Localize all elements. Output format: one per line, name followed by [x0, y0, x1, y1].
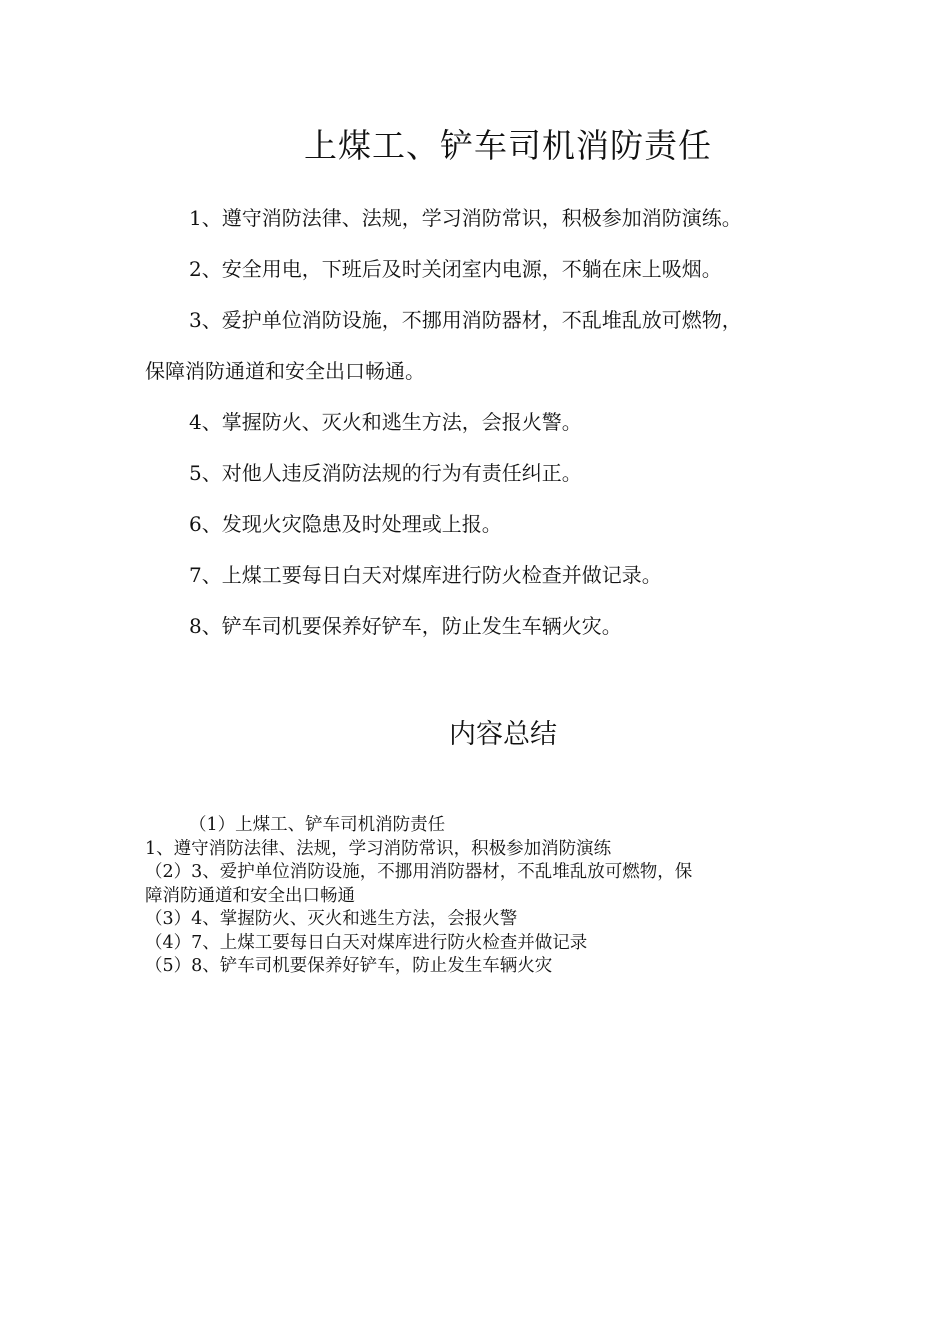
summary-line: 1、遵守消防法律、法规，学习消防常识，积极参加消防演练: [145, 838, 612, 859]
summary-line: （1）上煤工、铲车司机消防责任: [189, 815, 446, 835]
paragraph-3-continued: 保障消防通道和安全出口畅通。: [145, 359, 425, 383]
summary-line: （2）3、爱护单位消防设施，不挪用消防器材，不乱堆乱放可燃物，保: [145, 862, 693, 882]
document-body: [145, 193, 805, 652]
paragraph-4: 4、掌握防火、灭火和逃生方法，会报火警。: [189, 410, 582, 434]
summary-title: 内容总结: [449, 719, 557, 750]
paragraph-1: 1、遵守消防法律、法规，学习消防常识，积极参加消防演练。: [189, 206, 742, 230]
paragraph-2: 2、安全用电，下班后及时关闭室内电源，不躺在床上吸烟。: [189, 257, 722, 281]
paragraph-8: 8、铲车司机要保养好铲车，防止发生车辆火灾。: [189, 614, 622, 638]
summary-line: 障消防通道和安全出口畅通: [145, 885, 355, 906]
summary-list: [145, 814, 805, 979]
paragraph-6: 6、发现火灾隐患及时处理或上报。: [189, 512, 502, 536]
summary-line: （4）7、上煤工要每日白天对煤库进行防火检查并做记录: [145, 932, 588, 953]
paragraph-5: 5、对他人违反消防法规的行为有责任纠正。: [189, 461, 582, 485]
summary-line: （3）4、掌握防火、灭火和逃生方法，会报火警: [145, 909, 518, 929]
summary-line: （5）8、铲车司机要保养好铲车，防止发生车辆火灾: [145, 956, 553, 976]
paragraph-3: 3、爱护单位消防设施，不挪用消防器材，不乱堆乱放可燃物，: [189, 308, 742, 332]
document-title: 上煤工、铲车司机消防责任: [304, 126, 712, 165]
paragraph-7: 7、上煤工要每日白天对煤库进行防火检查并做记录。: [189, 563, 662, 587]
